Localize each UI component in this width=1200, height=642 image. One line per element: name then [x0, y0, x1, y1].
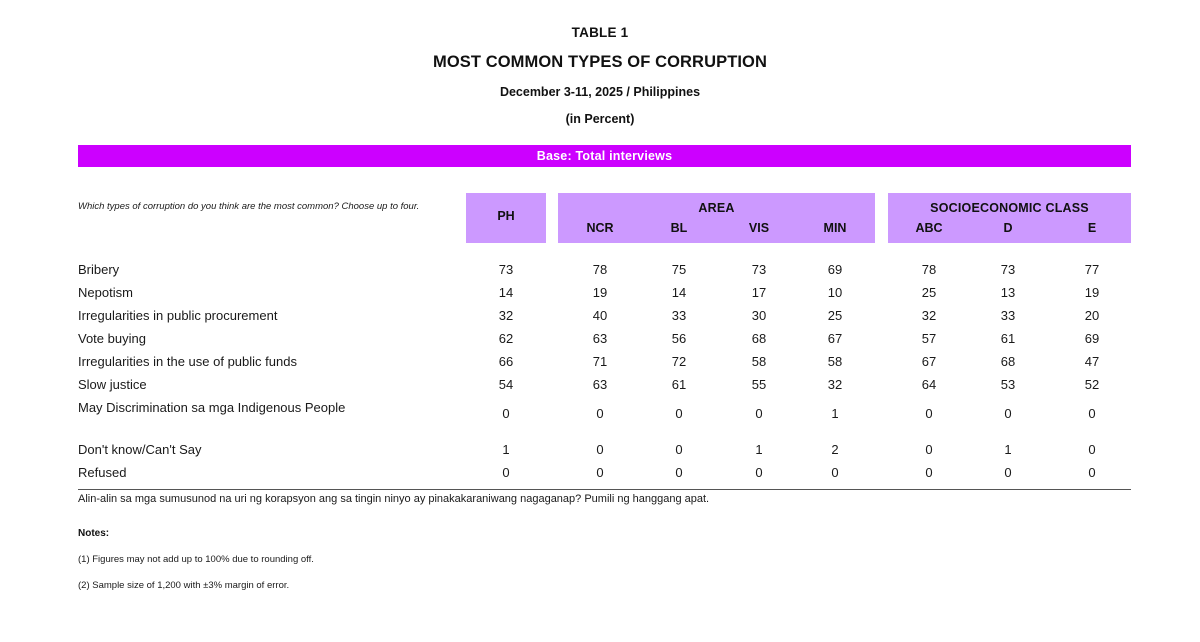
row-label: Bribery	[78, 262, 120, 277]
table-cell: 69	[1084, 331, 1100, 346]
table-cell: 71	[592, 354, 608, 369]
row-label: Slow justice	[78, 377, 147, 392]
column-header-ph-label: PH	[497, 209, 515, 223]
table-row	[0, 461, 1200, 484]
table-cell: 73	[498, 262, 514, 277]
base-total-interviews-bar	[78, 145, 1131, 167]
table-cell: 32	[827, 377, 843, 392]
notes-section	[78, 526, 778, 593]
table-cell: 19	[592, 285, 608, 300]
table-cell: 33	[1000, 308, 1016, 323]
table-cell: 73	[751, 262, 767, 277]
table-row	[0, 258, 1200, 281]
survey-question-text: Which types of corruption do you think are the most common? Choose up to four.	[78, 201, 420, 212]
table-row	[0, 304, 1200, 327]
table-cell: 1	[831, 406, 839, 421]
table-cell: 30	[751, 308, 767, 323]
table-cell: 0	[675, 406, 683, 421]
table-cell: 0	[675, 465, 683, 480]
table-cell: 25	[827, 308, 843, 323]
table-row	[0, 438, 1200, 461]
column-header-ph	[466, 193, 546, 243]
table-cell: 20	[1084, 308, 1100, 323]
group-title-socioeconomic-class: SOCIOECONOMIC CLASS	[930, 201, 1089, 215]
table-cell: 77	[1084, 262, 1100, 277]
table-cell: 25	[921, 285, 937, 300]
row-label: May Discrimination sa mga Indigenous People	[78, 400, 346, 415]
column-header-bl: BL	[670, 221, 688, 235]
table-cell: 0	[596, 406, 604, 421]
table-cell: 69	[827, 262, 843, 277]
table-cell: 58	[827, 354, 843, 369]
table-row	[0, 373, 1200, 396]
table-cell: 1	[1004, 442, 1012, 457]
row-label: Irregularities in public procurement	[78, 308, 278, 323]
row-label: Refused	[78, 465, 127, 480]
group-title-area: AREA	[698, 201, 735, 215]
table-cell: 0	[596, 442, 604, 457]
table-cell: 0	[925, 406, 933, 421]
data-table-body	[0, 258, 1200, 484]
column-group-header-socioeconomic-class	[888, 193, 1131, 243]
table-bottom-rule	[78, 489, 1131, 490]
page-title: MOST COMMON TYPES OF CORRUPTION	[432, 53, 768, 71]
table-cell: 0	[502, 465, 510, 480]
column-group-header-area	[558, 193, 875, 243]
survey-date-location: December 3-11, 2025 / Philippines	[499, 85, 701, 99]
table-cell: 17	[751, 285, 767, 300]
table-cell: 54	[498, 377, 514, 392]
column-header-abc: ABC	[915, 221, 943, 235]
row-label: Irregularities in the use of public funds	[78, 354, 297, 369]
table-cell: 0	[755, 406, 763, 421]
table-cell: 1	[755, 442, 763, 457]
table-cell: 73	[1000, 262, 1016, 277]
table-cell: 68	[1000, 354, 1016, 369]
note-item: (2) Sample size of 1,200 with ±3% margin of error.	[78, 580, 290, 591]
row-label: Nepotism	[78, 285, 133, 300]
table-cell: 62	[498, 331, 514, 346]
unit-label: (in Percent)	[565, 112, 635, 126]
table-cell: 40	[592, 308, 608, 323]
note-item: (1) Figures may not add up to 100% due to rounding off.	[78, 554, 314, 565]
table-cell: 53	[1000, 377, 1016, 392]
table-cell: 0	[1088, 465, 1096, 480]
table-cell: 61	[1000, 331, 1016, 346]
table-cell: 14	[498, 285, 514, 300]
footnote-tagalog: Alin-alin sa mga sumusunod na uri ng korapsyon ang sa tingin ninyo ay pinakakaraniwang nagaganap? Pumili ng hanggang apat.	[78, 493, 710, 505]
table-cell: 56	[671, 331, 687, 346]
table-cell: 0	[1088, 406, 1096, 421]
table-cell: 78	[921, 262, 937, 277]
table-cell: 0	[675, 442, 683, 457]
column-header-e: E	[1087, 221, 1097, 235]
base-bar-label: Base: Total interviews	[536, 149, 673, 163]
table-cell: 0	[755, 465, 763, 480]
table-row	[0, 350, 1200, 373]
column-header-ncr: NCR	[586, 221, 614, 235]
table-cell: 63	[592, 377, 608, 392]
table-cell: 68	[751, 331, 767, 346]
table-cell: 0	[1004, 406, 1012, 421]
table-cell: 1	[502, 442, 510, 457]
table-row	[0, 327, 1200, 350]
row-label: Vote buying	[78, 331, 146, 346]
table-cell: 33	[671, 308, 687, 323]
table-cell: 0	[596, 465, 604, 480]
table-cell: 0	[925, 442, 933, 457]
table-cell: 32	[498, 308, 514, 323]
table-cell: 63	[592, 331, 608, 346]
table-cell: 67	[827, 331, 843, 346]
table-number: TABLE 1	[571, 25, 629, 40]
column-header-d: D	[1003, 221, 1013, 235]
table-cell: 64	[921, 377, 937, 392]
column-header-vis: VIS	[748, 221, 770, 235]
table-cell: 78	[592, 262, 608, 277]
table-cell: 0	[1004, 465, 1012, 480]
column-header-min: MIN	[823, 221, 847, 235]
table-cell: 13	[1000, 285, 1016, 300]
table-cell: 0	[925, 465, 933, 480]
title-block	[0, 24, 1200, 128]
table-row	[0, 281, 1200, 304]
table-cell: 57	[921, 331, 937, 346]
table-cell: 19	[1084, 285, 1100, 300]
table-cell: 10	[827, 285, 843, 300]
table-cell: 2	[831, 442, 839, 457]
table-cell: 0	[831, 465, 839, 480]
table-cell: 0	[1088, 442, 1096, 457]
table-cell: 52	[1084, 377, 1100, 392]
table-cell: 0	[502, 406, 510, 421]
table-cell: 55	[751, 377, 767, 392]
table-cell: 58	[751, 354, 767, 369]
table-cell: 61	[671, 377, 687, 392]
table-cell: 47	[1084, 354, 1100, 369]
table-cell: 72	[671, 354, 687, 369]
table-cell: 14	[671, 285, 687, 300]
notes-heading: Notes:	[78, 528, 110, 539]
table-cell: 67	[921, 354, 937, 369]
table-cell: 32	[921, 308, 937, 323]
table-row	[0, 396, 1200, 426]
table-cell: 66	[498, 354, 514, 369]
row-label: Don't know/Can't Say	[78, 442, 202, 457]
table-cell: 75	[671, 262, 687, 277]
